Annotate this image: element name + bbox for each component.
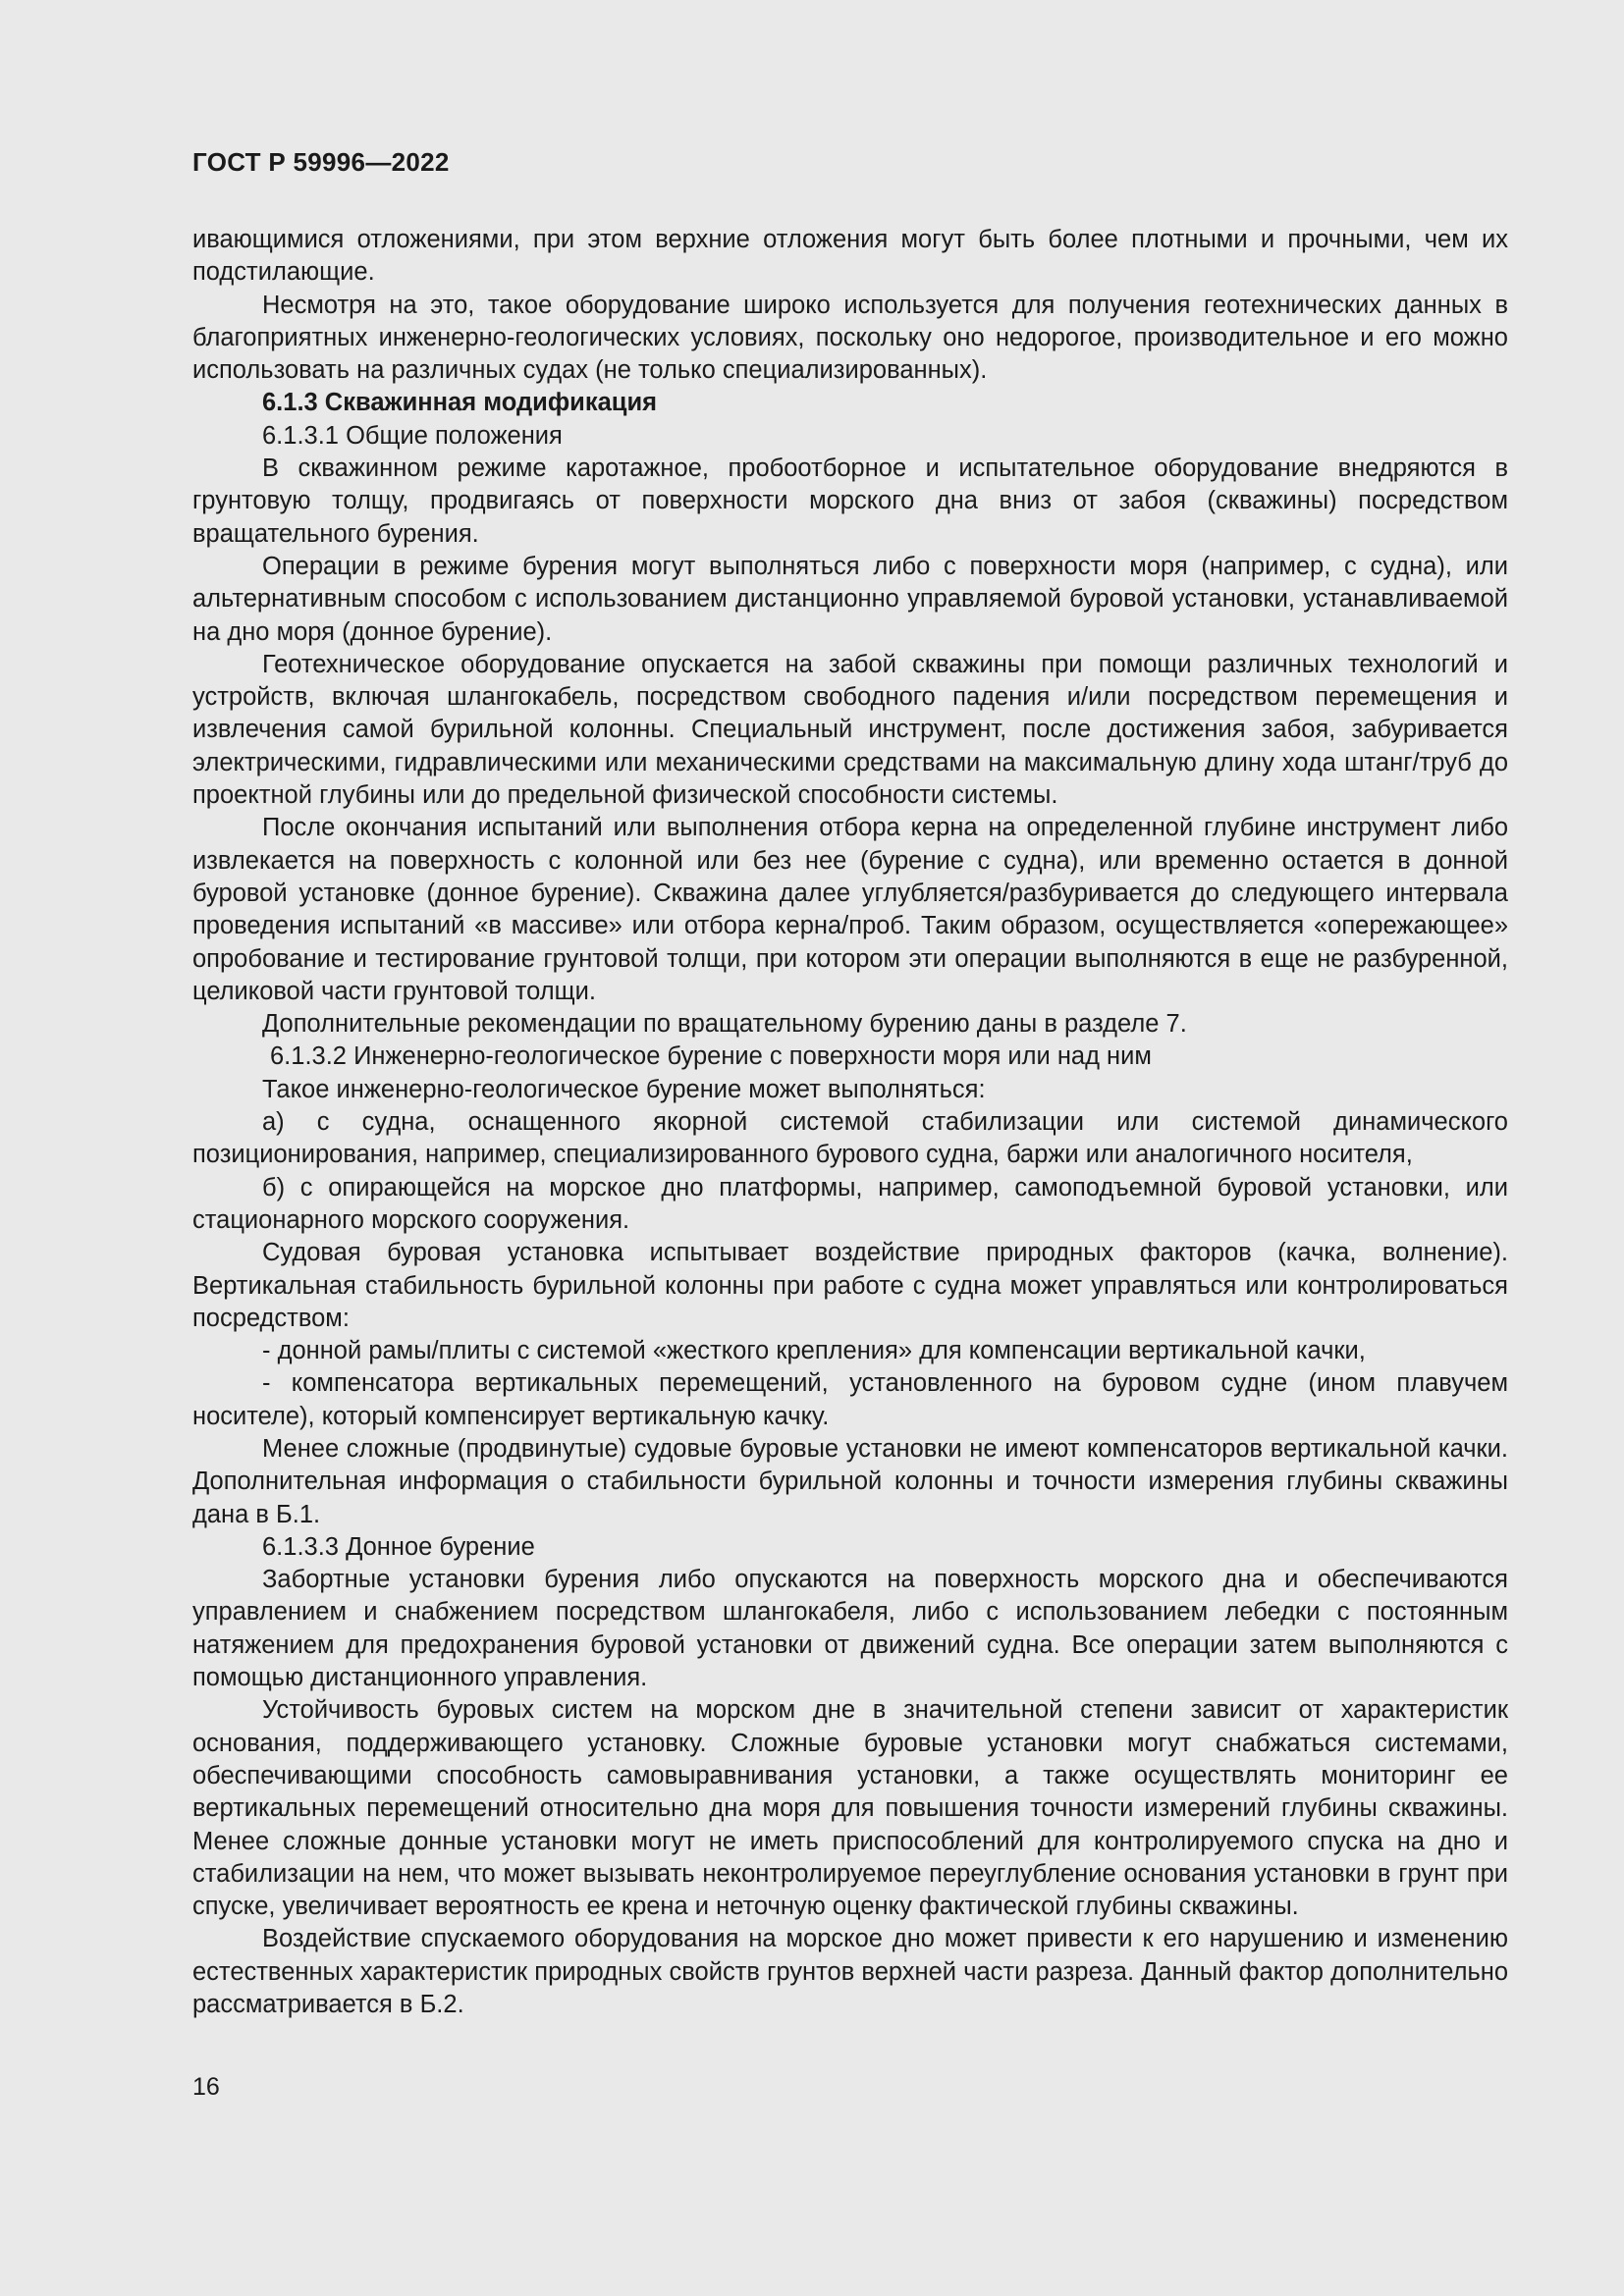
document-body: [192, 224, 1508, 2021]
paragraph: Устойчивость буровых систем на морском дне в значительной степени зависит от характеристик основания, поддерживающего установку. Сложные буровые установки могут снабжаться системами, обеспечивающими способность самовыравнивания установки, а также осуществлять мониторинг ее вертикальных перемещений относительно дна моря для повышения точности измерений глубины скважины. Менее сложные донные установки могут не иметь приспособлений для контролируемого спуска на дно и стабилизации на нем, что может вызывать неконтролируемое переуглубление основания установки в грунт при спуске, увеличивает вероятность ее крена и неточную оценку фактической глубины скважины.: [192, 1696, 1508, 1921]
subsection-heading-6-1-3-2: 6.1.3.2 Инженерно-геологическое бурение с поверхности моря или над ним: [270, 1042, 1152, 1071]
list-item: - донной рамы/плиты с системой «жесткого крепления» для компенсации вертикальной качки,: [262, 1337, 1366, 1365]
paragraph: Несмотря на это, такое оборудование широко используется для получения геотехнических данных в благоприятных инженерно-геологических условиях, поскольку оно недорогое, производительное и его можно использовать на различных судах (не только специализированных).: [192, 291, 1508, 385]
subsection-heading-6-1-3-3: 6.1.3.3 Донное бурение: [262, 1532, 535, 1561]
paragraph: Судовая буровая установка испытывает воздействие природных факторов (качка, волнение). Вертикальная стабильность бурильной колонны при работе с судна может управляться или контролироваться посредством:: [192, 1239, 1508, 1332]
paragraph: Забортные установки бурения либо опускаются на поверхность морского дна и обеспечиваются управлением и снабжением посредством шлангокабеля, либо с использованием лебедки с постоянным натяжением для предохранения буровой установки от движений судна. Все операции затем выполняются с помощью дистанционного управления.: [192, 1566, 1508, 1692]
paragraph: После окончания испытаний или выполнения отбора керна на определенной глубине инструмент либо извлекается на поверхность с колонной или без нее (бурение с судна), или временно остается в донной буровой установке (донное бурение). Скважина далее углубляется/разбуривается до следующего интервала проведения испытаний «в массиве» или отбора керна/проб. Таким образом, осуществляется «опережающее» опробование и тестирование грунтовой толщи, при котором эти операции выполняются в еще не разбуренной, целиковой части грунтовой толщи.: [192, 814, 1508, 1005]
paragraph: Геотехническое оборудование опускается на забой скважины при помощи различных технологий и устройств, включая шлангокабель, посредством свободного падения и/или посредством перемещения и извлечения самой бурильной колонны. Специальный инструмент, после достижения забоя, забуривается электрическими, гидравлическими или механическими средствами на максимальную длину хода штанг/труб до проектной глубины или до предельной физической способности системы.: [192, 650, 1508, 810]
list-item: а) с судна, оснащенного якорной системой стабилизации или системой динамического позиционирования, например, специализированного бурового судна, баржи или аналогичного носителя,: [192, 1108, 1508, 1169]
page-number: 16: [192, 2073, 220, 2101]
paragraph: Операции в режиме бурения могут выполняться либо с поверхности моря (например, с судна), или альтернативным способом с использованием дистанционно управляемой буровой установки, устанавливаемой на дно моря (донное бурение).: [192, 552, 1508, 646]
section-heading-6-1-3: 6.1.3 Скважинная модификация: [262, 389, 657, 417]
paragraph: Такое инженерно-геологическое бурение может выполняться:: [262, 1075, 986, 1103]
paragraph: В скважинном режиме каротажное, пробоотборное и испытательное оборудование внедряются в грунтовую толщу, продвигаясь от поверхности морского дна вниз от забоя (скважины) посредством вращательного бурения.: [192, 454, 1508, 548]
list-item: б) с опирающейся на морское дно платформы, например, самоподъемной буровой установки, или стационарного морского сооружения.: [192, 1173, 1508, 1234]
list-item: - компенсатора вертикальных перемещений, установленного на буровом судне (ином плавучем носителе), который компенсирует вертикальную качку.: [192, 1369, 1508, 1430]
paragraph-continuation: ивающимися отложениями, при этом верхние отложения могут быть более плотными и прочными, чем их подстилающие.: [192, 226, 1508, 287]
paragraph: Менее сложные (продвинутые) судовые буровые установки не имеют компенсаторов вертикальной качки. Дополнительная информация о стабильности бурильной колонны и точности измерения глубины скважины дана в Б.1.: [192, 1434, 1508, 1528]
paragraph: Дополнительные рекомендации по вращательному бурению даны в разделе 7.: [262, 1010, 1187, 1039]
document-header: ГОСТ Р 59996—2022: [192, 147, 450, 177]
paragraph: Воздействие спускаемого оборудования на морское дно может привести к его нарушению и изменению естественных характеристик природных свойств грунтов верхней части разреза. Данный фактор дополнительно рассматривается в Б.2.: [192, 1925, 1508, 2019]
subsection-heading-6-1-3-1: 6.1.3.1 Общие положения: [262, 421, 563, 450]
